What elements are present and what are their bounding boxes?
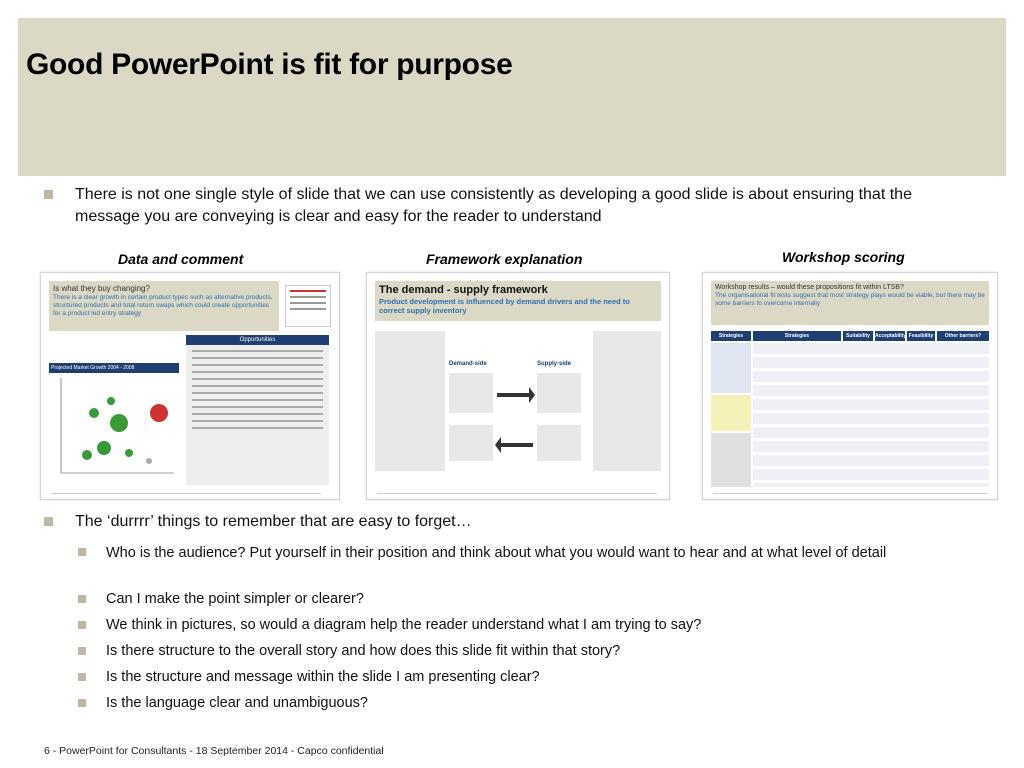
thumb-panel-label: Opportunities	[186, 335, 329, 345]
thumb-title: Workshop results – would these propositions fit within LTSB?	[715, 284, 904, 291]
bubble-chart-icon	[49, 373, 179, 483]
thumb-header	[711, 281, 989, 325]
sub-bullet-marker	[78, 621, 86, 629]
sub-bullet-marker	[78, 699, 86, 707]
thumb-subtitle: Product development is influenced by demand drivers and the need to correct supply inventory	[379, 297, 630, 315]
thumb-legend	[285, 285, 331, 327]
intro-bullet: There is not one single style of slide that we can use consistently as developing a good slide is about ensuring that the message you are conveying is clear and easy for the reader to understand	[75, 186, 912, 225]
bullet-marker	[44, 517, 53, 526]
thumb-supply-box	[593, 331, 661, 471]
sub-bullet-marker	[78, 673, 86, 681]
thumb-group-1	[711, 343, 751, 393]
thumb-group-2	[711, 395, 751, 431]
thumb-underlying-box	[537, 425, 581, 461]
caption-workshop-scoring: Workshop scoring	[782, 249, 905, 265]
thumb-supply-label: Supply-side	[537, 361, 572, 367]
sub-bullet-marker	[78, 595, 86, 603]
thumb-header	[375, 281, 661, 321]
caption-framework-explanation: Framework explanation	[426, 251, 583, 267]
thumb-title: Is what they buy changing?	[53, 284, 150, 293]
sub-bullet-item: Is there structure to the overall story and how does this slide fit within that story?	[106, 643, 621, 659]
sub-bullet-item: Is the language clear and unambiguous?	[106, 695, 368, 711]
sub-bullet-marker	[78, 548, 86, 556]
thumb-score-grid	[753, 343, 989, 487]
title-banner	[18, 18, 1006, 176]
thumbnail-workshop-scoring	[702, 272, 998, 500]
thumb-col-header: Feasibility	[908, 333, 934, 339]
thumb-comment-panel	[186, 335, 329, 485]
thumb-demand-box	[375, 331, 445, 471]
thumb-demand-label: Demand-side	[449, 361, 487, 367]
thumb-demand-inner	[449, 373, 493, 413]
thumb-chart	[49, 363, 179, 483]
reminder-bullet: The ‘durrrr’ things to remember that are easy to forget…	[75, 513, 472, 530]
thumb-header	[49, 281, 279, 331]
slide-footer: 6 - PowerPoint for Consultants - 18 September 2014 - Capco confidential	[44, 745, 384, 757]
sub-bullet-item: Who is the audience? Put yourself in their position and think about what you would want to hear and at what level of detail	[106, 545, 887, 561]
thumb-subtitle: The organisational fit tests suggest that most strategy plays would be viable, but there may be some barriers to overcome internally	[715, 292, 985, 307]
arrows-icon	[495, 373, 535, 463]
thumb-group-3	[711, 433, 751, 487]
thumb-col-header: Acceptability	[875, 333, 907, 339]
bullet-marker	[44, 190, 53, 199]
thumb-subtitle: There is a clear growth in certain product types such as alternative products, structured products and total return swaps which could create opportunities for a product led entry strategy	[53, 294, 273, 317]
thumbnail-data-and-comment	[40, 272, 340, 500]
thumb-title: The demand - supply framework	[379, 284, 548, 296]
thumb-monitor-box	[449, 425, 493, 461]
caption-data-and-comment: Data and comment	[118, 251, 244, 267]
thumb-col-header: Strategies	[753, 331, 841, 341]
thumb-chart-label: Projected Market Growth 2004 - 2008	[49, 363, 179, 373]
sub-bullet-item: Can I make the point simpler or clearer?	[106, 591, 364, 607]
slide-title: Good PowerPoint is fit for purpose	[26, 48, 513, 81]
sub-bullet-item: Is the structure and message within the slide I am presenting clear?	[106, 669, 540, 685]
thumb-col-header: Other barriers?	[937, 331, 989, 341]
thumbnail-framework-explanation	[366, 272, 670, 500]
sub-bullet-marker	[78, 647, 86, 655]
thumb-col-header: Suitability	[843, 331, 873, 341]
thumb-col-header: Strategies	[711, 331, 751, 341]
sub-bullet-item: We think in pictures, so would a diagram help the reader understand what I am trying to say?	[106, 617, 702, 633]
thumb-supply-inner	[537, 373, 581, 413]
